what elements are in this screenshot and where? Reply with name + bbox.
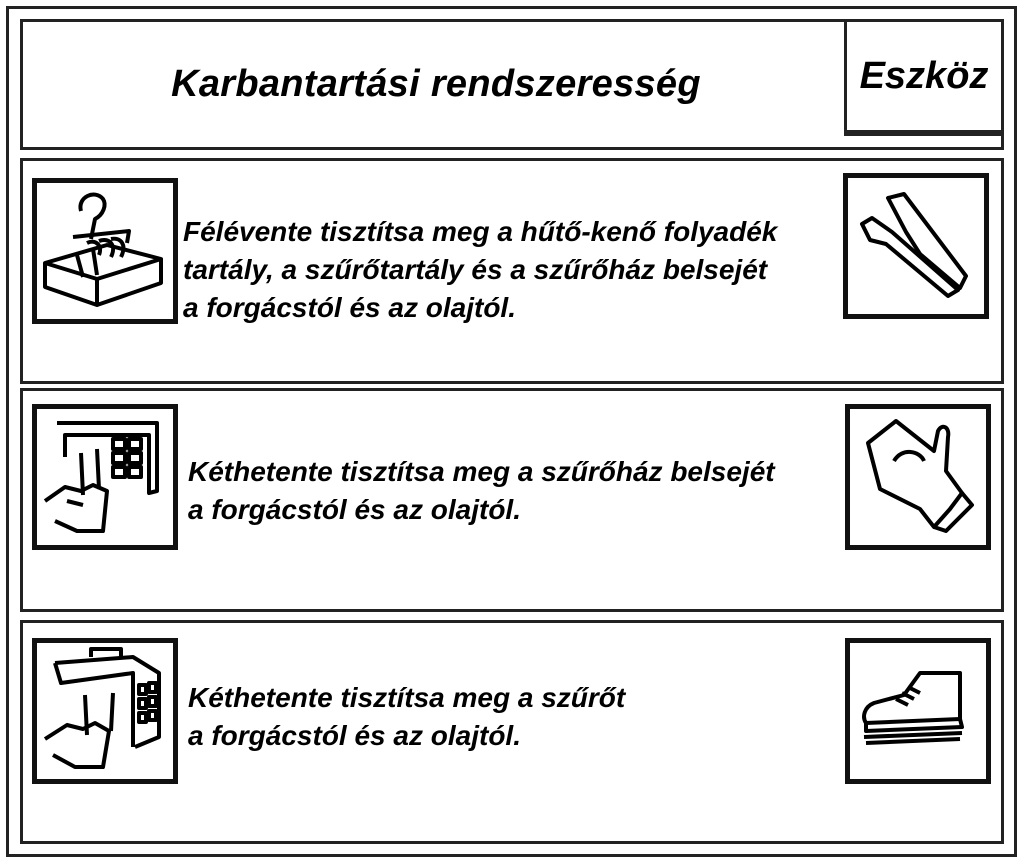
maintenance-instruction bbox=[188, 453, 775, 529]
instruction-line: a forgácstól és az olajtól. bbox=[188, 494, 521, 525]
maintenance-row bbox=[20, 388, 1004, 612]
glove-icon bbox=[845, 404, 991, 550]
maintenance-row bbox=[20, 620, 1004, 844]
filter-housing-cleaning-icon bbox=[32, 404, 178, 550]
maintenance-instruction bbox=[188, 679, 625, 755]
tool-column-heading: Eszköz bbox=[844, 19, 1004, 133]
table-header bbox=[20, 19, 1004, 150]
instruction-line: Félévente tisztítsa meg a hűtő-kenő folyadék bbox=[183, 216, 778, 247]
maintenance-frequency-heading: Karbantartási rendszeresség bbox=[171, 63, 701, 105]
filter-cleaning-icon bbox=[32, 638, 178, 784]
instruction-line: Kéthetente tisztítsa meg a szűrőház belsejét bbox=[188, 456, 775, 487]
maintenance-row bbox=[20, 158, 1004, 384]
tweezers-icon bbox=[843, 173, 989, 319]
instruction-line: tartály, a szűrőtartály és a szűrőház belsejét bbox=[183, 254, 768, 285]
maintenance-instruction bbox=[183, 213, 777, 327]
safety-shoe-icon bbox=[845, 638, 991, 784]
instruction-line: Kéthetente tisztítsa meg a szűrőt bbox=[188, 682, 626, 713]
tank-cleaning-icon bbox=[32, 178, 178, 324]
instruction-line: a forgácstól és az olajtól. bbox=[188, 720, 521, 751]
instruction-line: a forgácstól és az olajtól. bbox=[183, 292, 516, 323]
